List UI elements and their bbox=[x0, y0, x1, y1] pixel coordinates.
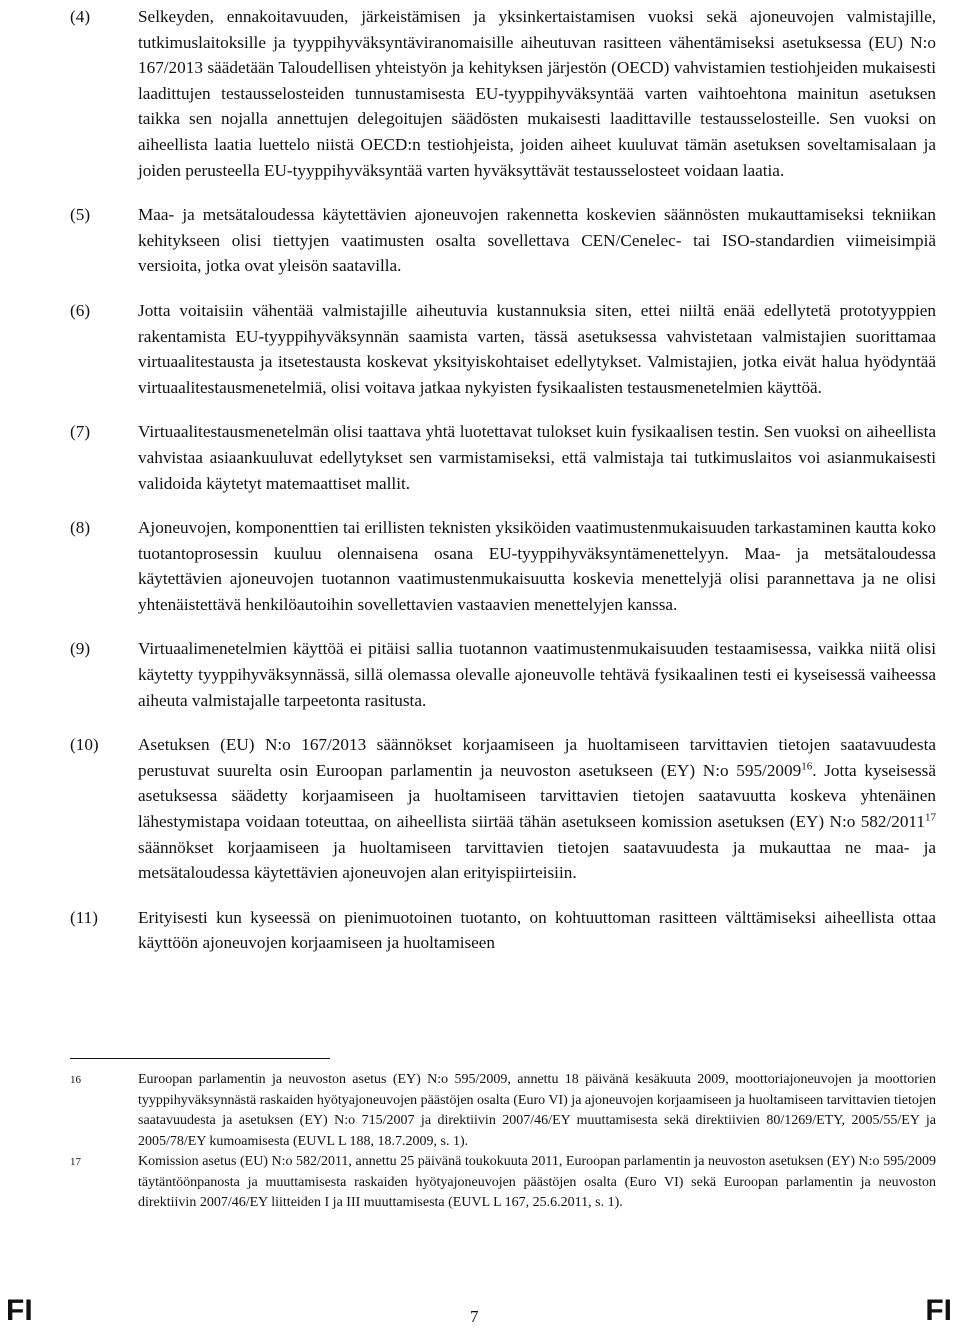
recital-9 bbox=[70, 636, 936, 713]
recital-number: (7) bbox=[70, 422, 91, 442]
recitals-list bbox=[70, 4, 936, 975]
recital-text-part: . Jotta kyseisessä asetuksessa säädetty korjaamiseen ja huoltamiseen tarvittavien tietojen saatavuutta koskeva yhtenäinen lähestymistapa voidaan toteuttaa, on aiheellista siirtää tähän asetukseen komission asetuksen (EY) N:o 582/2011 bbox=[138, 760, 936, 832]
recital-text: Virtuaalitestausmenetelmän olisi taattava yhtä luotettavat tulokset kuin fysikaalisen testin. Sen vuoksi on aiheellista vahvistaa asiaankuuluvat edellytykset sen varmistamiseksi, että valmistaja tai tutkimuslaitos voi asianmukaisesti validoida käytetyt matemaattiset mallit. bbox=[138, 422, 936, 493]
footnote-text: Komission asetus (EU) N:o 582/2011, annettu 25 päivänä toukokuuta 2011, Euroopan parlamentin ja neuvoston asetuksen (EY) N:o 595/2009 täytäntöönpanosta ja muuttamisesta raskaiden hyötyajoneuvojen päästöjen osalta (Euro VI) sekä Euroopan parlamentin ja neuvoston direktiivin 2007/46/EY liitteiden I ja III muuttamisesta (EUVL L 167, 25.6.2011, s. 1). bbox=[138, 1154, 936, 1210]
recital-number: (11) bbox=[70, 907, 98, 927]
footnotes bbox=[70, 1070, 936, 1214]
footnote-17 bbox=[70, 1152, 936, 1214]
footnote-16 bbox=[70, 1070, 936, 1152]
recital-text: Virtuaalimenetelmien käyttöä ei pitäisi sallia tuotannon vaatimustenmukaisuuden testaamisessa, vaikka niitä olisi käytetty tyyppihyväksynnässä, sillä olemassa olevalle ajoneuvolle tehtävä fysikaalinen testi ei kyseisessä vaiheessa aiheuta valmistajalle tarpeetonta rasitusta. bbox=[138, 639, 936, 710]
recital-10 bbox=[70, 732, 936, 886]
recital-text: Maa- ja metsätaloudessa käytettävien ajoneuvojen rakennetta koskevien säännösten mukauttamiseksi tekniikan kehitykseen olisi tiettyjen vaatimusten osalta sovellettava CEN/Cenelec- tai ISO-standardien viimeisimpiä versioita, jotka ovat yleisön saatavilla. bbox=[138, 205, 936, 276]
recital-4 bbox=[70, 4, 936, 183]
language-code-right: FI bbox=[925, 1294, 952, 1327]
page-number: 7 bbox=[470, 1307, 479, 1326]
recital-7 bbox=[70, 419, 936, 496]
recital-number: (8) bbox=[70, 518, 91, 538]
recital-text: Selkeyden, ennakoitavuuden, järkeistämisen ja yksinkertaistamisen vuoksi sekä ajoneuvojen valmistajille, tutkimuslaitoksille ja tyyppihyväksyntäviranomaisille aiheutuvan rasitteen vähentämiseksi asetuksessa (EU) N:o 167/2013 säädetään Taloudellisen yhteistyön ja kehityksen järjestön (OECD) vahvistamien testiohjeiden mukaisesti laadittujen testausselosteiden tunnustamisesta EU-tyyppihyväksyntää varten vaihtoehtona mainitun asetuksen taikka sen nojalla annettujen delegoitujen säädösten mukaisesti laadittaville testausselosteille. Sen vuoksi on aiheellista laatia luettelo niistä OECD:n testiohjeista, joiden aiheet kuuluvat tämän asetuksen soveltamisalaan ja joiden perusteella EU-tyyppihyväksyntää varten hyväksyttävät testausselosteet voidaan laatia. bbox=[138, 7, 936, 180]
recital-number: (10) bbox=[70, 735, 99, 755]
footnote-number: 17 bbox=[70, 1156, 81, 1168]
recital-6 bbox=[70, 298, 936, 400]
language-code-left: FI bbox=[6, 1294, 33, 1327]
recital-text: Ajoneuvojen, komponenttien tai erillisten teknisten yksiköiden vaatimustenmukaisuuden tarkastaminen kautta koko tuotantoprosessin kuuluu olennaisena osana EU-tyyppihyväksyntämenettelyyn. Maa- ja metsätaloudessa käytettävien ajoneuvojen tuotannon vaatimustenmukaisuutta koskevia menettelyjä olisi parannettava ja ne olisi yhtenäistettävä henkilöautoihin sovellettavien vastaavien menettelyjen kanssa. bbox=[138, 518, 936, 614]
recital-11 bbox=[70, 905, 936, 956]
recital-text-part: Asetuksen (EU) N:o 167/2013 säännökset korjaamiseen ja huoltamiseen tarvittavien tietojen saatavuudesta perustuvat suurelta osin Euroopan parlamentin ja neuvoston asetukseen (EY) N:o 595/2009 bbox=[138, 735, 936, 780]
footnote-ref-16[interactable]: 16 bbox=[801, 760, 813, 773]
recital-text-part: säännökset korjaamiseen ja huoltamiseen tarvittavien tietojen saatavuudesta ja mukauttaa ne maa- ja metsätaloudessa käytettävien ajoneuvojen alan erityispiirteisiin. bbox=[138, 837, 936, 883]
footnote-separator bbox=[70, 1058, 330, 1059]
recital-number: (5) bbox=[70, 205, 91, 225]
recital-text bbox=[138, 732, 936, 886]
recital-text: Jotta voitaisiin vähentää valmistajille aiheutuvia kustannuksia siten, ettei niiltä enää edellytetä prototyyppien rakentamista EU-tyyppihyväksynnän saamista varten, tässä asetuksessa vahvistetaan valmistajien suorittamaa virtuaalitestausta ja itsetestausta koskevat yksityiskohtaiset edellytykset. Valmistajien, jotka eivät halua hyödyntää virtuaalitestausmenetelmiä, olisi voitava jatkaa nykyisten fysikaalisten testausmenetelmien käyttöä. bbox=[138, 300, 936, 397]
recital-8 bbox=[70, 515, 936, 617]
recital-text: Erityisesti kun kyseessä on pienimuotoinen tuotanto, on kohtuuttoman rasitteen välttämiseksi aiheellista ottaa käyttöön ajoneuvojen korjaamiseen ja huoltamiseen bbox=[138, 907, 936, 953]
recital-5 bbox=[70, 202, 936, 279]
recital-number: (9) bbox=[70, 639, 91, 659]
recital-number: (4) bbox=[70, 7, 91, 26]
footnote-number: 16 bbox=[70, 1074, 81, 1086]
footnote-text: Euroopan parlamentin ja neuvoston asetus (EY) N:o 595/2009, annettu 18 päivänä kesäkuuta 2009, moottoriajoneuvojen ja moottorien tyyppihyväksynnästä raskaiden hyötyajoneuvojen päästöjen osalta (Euro VI) ja ajoneuvojen korjaamiseen ja huoltamiseen tarvittavien tietojen saatavuudesta ja asetuksen (EY) N:o 715/2007 ja direktiivin 2007/46/EY muuttamisesta sekä direktiivien 80/1269/ETY, 2005/55/EY ja 2005/78/EY kumoamisesta (EUVL L 188, 18.7.2009, s. 1). bbox=[138, 1072, 936, 1149]
footnote-ref-17[interactable]: 17 bbox=[925, 811, 936, 824]
recital-number: (6) bbox=[70, 300, 91, 320]
